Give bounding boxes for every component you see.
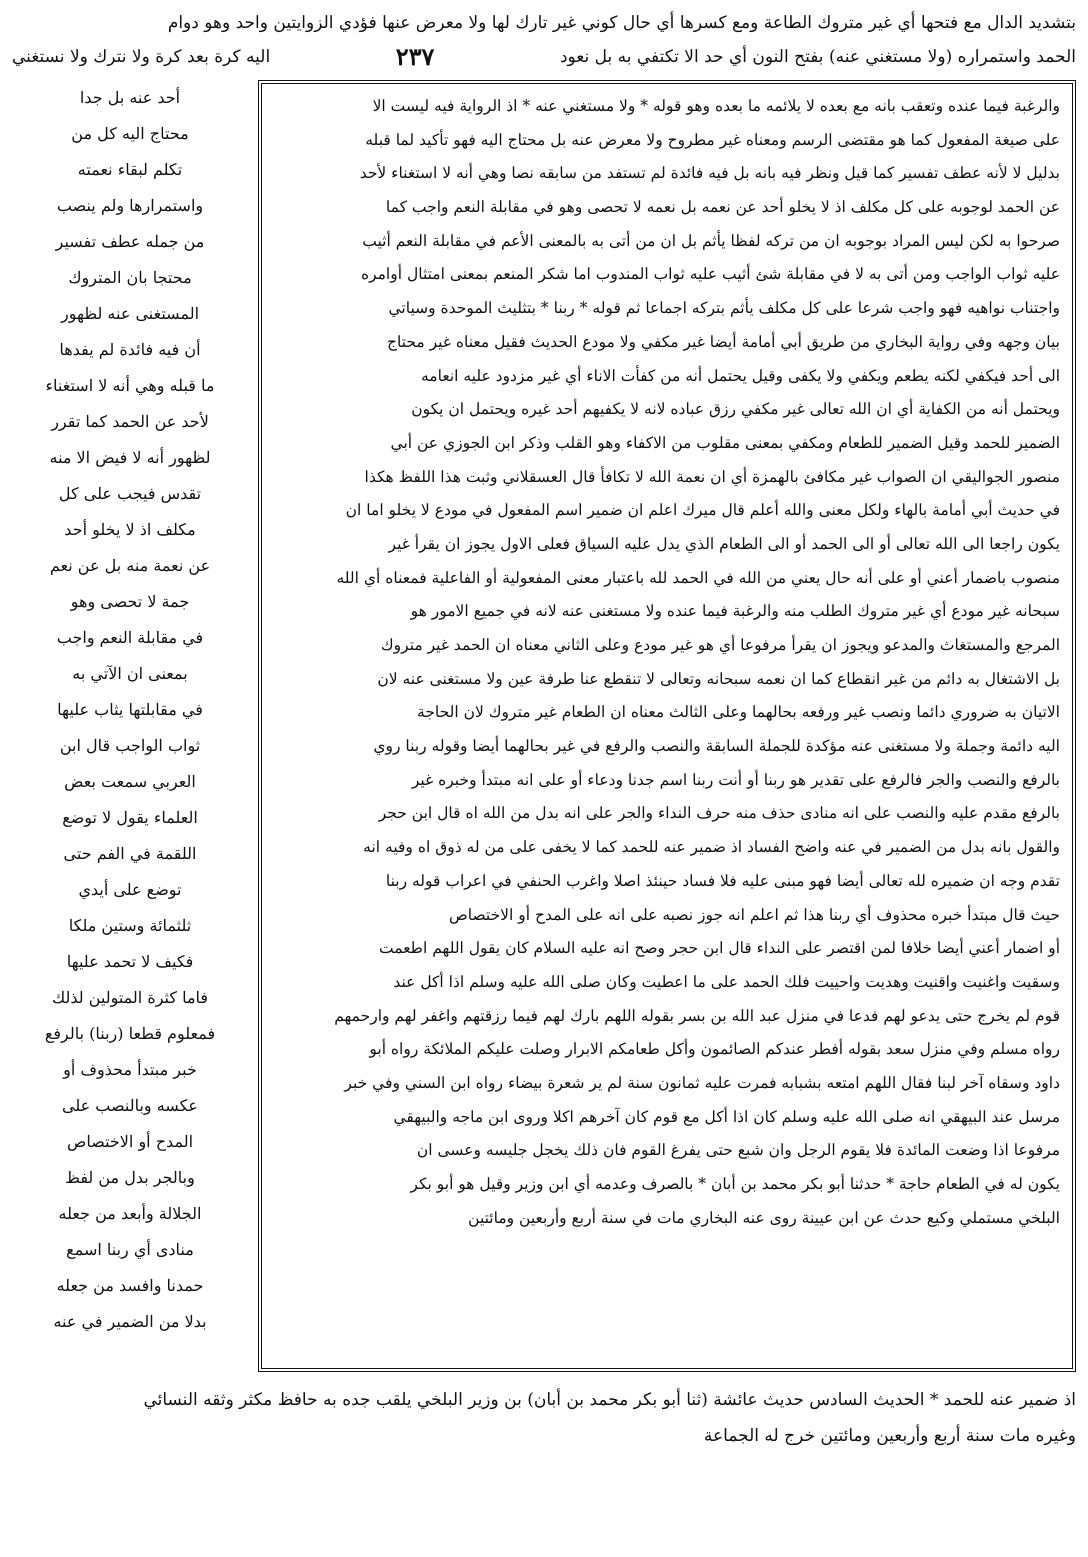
header-line-2-text: الحمد واستمراره (ولا مستغني عنه) بفتح النون أي حد الا تكتفي به بل نعود (559, 47, 1076, 67)
margin-text-line: بدلا من الضمير في عنه (53, 1312, 207, 1331)
main-text-line: والرغبة فيما عنده وتعقب بانه مع بعده لا يلائمه ما بعده وهو قوله * ولا مستغني عنه * اذ الرواية فيه ليست الا (372, 97, 1060, 115)
header-line-1: بتشديد الدال مع فتحها أي غير متروك الطاعة ومع كسرها أي حال كوني غير تارك لها ولا معرض عنها فؤدي الزوايتين واحد وهو دوام (167, 13, 1076, 33)
main-text-line: تقدم وجه ان ضميره لله تعالى أيضا فهو مبنى عليه فلا فساد حينئذ اصلا واغرب الحنفي في اعراب قوله ربنا (385, 871, 1060, 890)
main-text-line: اليه دائمة وجملة ولا مستغنى عنه مؤكدة للجملة السابقة والنصب والرفع في غير بحالهما أيضا وقوله ربنا روي (373, 737, 1060, 756)
margin-text-line: المدح أو الاختصاص (66, 1132, 194, 1151)
margin-text-line: محتجا بان المتروك (68, 268, 192, 287)
main-text-line: مرفوعا اذا وضعت المائدة فلا يقوم الرجل وان شبع حتى يفرغ القوم فان ذلك يخجل جليسه وعسى ان (416, 1141, 1060, 1160)
margin-text-line: بمعنى ان الآتي به (72, 664, 188, 683)
margin-text-line: ما قبله وهي أنه لا استغناء (45, 376, 215, 395)
main-text-line: ويحتمل أنه من الكفاية أي ان الله تعالى غير مكفي رزق عباده لانه لا يكفيهم أحد غيره ويحتمل ان يكون (411, 400, 1060, 419)
margin-commentary (10, 80, 250, 1380)
margin-text-line: من جمله عطف تفسير (55, 232, 205, 251)
margin-text-line: لظهور أنه لا فيض الا منه (49, 448, 211, 467)
main-text-line: يكون راجعا الى الله تعالى أو الى الحمد أو الى الطعام الذي يدل عليه السياق فعلى الاول يجوز ان يقرأ غير (388, 534, 1060, 553)
margin-text-line: توضع على أيدي (78, 880, 182, 899)
margin-text-line: منادى أي ربنا اسمع (66, 1240, 194, 1259)
footer-line-2: وغيره مات سنة أربع وأربعين ومائتين خرج له الجماعة (703, 1426, 1076, 1446)
margin-text-line: اللقمة في الفم حتى (63, 844, 197, 863)
main-text-frame (258, 80, 1076, 1372)
main-text-line: عليه ثواب الواجب ومن أتى به لا في مقابلة شئ أثيب عليه ثواب المندوب اما شكر المنعم بمعنى امتثال أوامره (360, 265, 1060, 284)
main-text-line: رواه مسلم وفي منزل سعد بقوله أفطر عندكم الصائمون وأكل طعامكم الابرار وصلت عليكم الملائكة رواه أبو (369, 1040, 1060, 1059)
margin-text-line: في مقابلة النعم واجب (56, 628, 204, 647)
main-text-line: بل الاشتغال به دائم من غير انقطاع كما ان نعمه سبحانه وتعالى لا تنقطع عنا طرفة عين ولا مستغنى عنه لان (377, 669, 1060, 688)
main-text-line: على صيغة المفعول كما هو مقتضى الرسم ومعناه غير مطروح ولا معرض عنه بل محتاج اليه فهو تأكيد لما قبله (365, 130, 1060, 149)
main-text-line: منصور الجواليقي ان الصواب غير مكافئ بالهمزة أي ان نعمة الله لا تكافأ قال العسقلاني وثبت هذا اللفظ هكذا (364, 467, 1060, 486)
header-line-2-end: اليه كرة بعد كرة ولا نترك ولا نستغني (12, 47, 271, 67)
margin-text-line: عكسه وبالنصب على (62, 1096, 198, 1115)
margin-text-line: وبالجر بدل من لفظ (65, 1168, 195, 1187)
margin-text-line: جمة لا تحصى وهو (70, 592, 190, 611)
main-text-line: سبحانه غير مودع أي غير متروك الطلب منه والرغبة فيما عنده ولا مستغنى عنه لانه في جميع الامور هو (410, 602, 1060, 621)
main-text-line: أو اضمار أعني أيضا خلافا لمن اقتصر على النداء قال ابن حجر وصح انه عليه السلام كان يقول اللهم اطعمت (379, 939, 1060, 958)
main-text-body (274, 90, 1060, 1235)
margin-text-line: عن نعمة منه بل عن نعم (49, 556, 211, 575)
margin-text-line: حمدنا وافسد من جعله (56, 1276, 204, 1295)
main-text-line: واجتناب نواهيه فهو واجب شرعا على كل مكلف يأثم بتركه اجماعا ثم قوله * ربنا * بتثليث الموحدة وسياتي (388, 299, 1060, 318)
margin-text-line: العلماء يقول لا توضع (62, 808, 198, 827)
margin-text-line: واستمرارها ولم ينصب (56, 196, 204, 215)
main-text-line: يكون له في الطعام حاجة * حدثنا أبو بكر محمد بن أبان * بالصرف وعدمه أي ابن وزير وقيل هو أبو بكر (410, 1175, 1060, 1193)
main-text-line: منصوب باضمار أعني أو على أنه حال يعني من الله في الحمد لله باعتبار معنى المفعولية أو الفاعلية فمعناه أي الله (336, 568, 1060, 587)
margin-text-line: الجلالة وأبعد من جعله (58, 1204, 202, 1223)
margin-text-line: في مقابلتها يثاب عليها (57, 700, 203, 719)
margin-text-line: أحد عنه بل جدا (79, 88, 181, 107)
main-text-line: الى أحد فيكفي لكنه يطعم ويكفي ولا يكفى وقيل يحتمل أنه من كفأت الاناء أي غير مزدود عليه انعامه (421, 366, 1060, 385)
margin-text-line: ثواب الواجب قال ابن (59, 736, 201, 755)
main-text-line: بالرفع والنصب والجر فالرفع على تقدير هو ربنا أو أنت ربنا اسم جدنا ودعاء أو على انه مبتدأ وخبره غير (411, 770, 1060, 789)
footer-line-1: اذ ضمير عنه للحمد * الحديث السادس حديث عائشة (ثنا أبو بكر محمد بن أبان) بن وزير البلخي يلقب جده به حافظ مكثر وثقه النسائي (143, 1390, 1076, 1410)
margin-text-line: خبر مبتدأ محذوف أو (63, 1060, 197, 1079)
main-text-line: قوم لم يخرج حتى يدعو لهم فدعا في منزل عبد الله بن بسر بقوله اللهم بارك لهم فيما رزقتهم واغفر لهم وارحمهم (334, 1006, 1060, 1025)
main-text-line: داود وسقاه آخر لبنا فقال اللهم امتعه بشبابه فمرت عليه ثمانون سنة لم ير شعرة بيضاء رواه ابن السني وفي خبر (344, 1073, 1060, 1092)
header-line-2 (12, 40, 1076, 74)
margin-text-line: لأحد عن الحمد كما تقرر (51, 412, 209, 431)
margin-text-line: ثلثمائة وستين ملكا (68, 916, 192, 935)
main-text-line: بيان وجهه وفي رواية البخاري من طريق أبي أمامة أيضا غير مكفي ولا مودع الحديث فقيل معناه غير محتاج (386, 332, 1060, 351)
main-text-line: مرسل عند البيهقي انه صلى الله عليه وسلم كان اذا أكل مع قوم كان آخرهم اكلا وروى ابن ماجه والبيهقي (393, 1107, 1060, 1126)
main-text-line: في حديث أبي أمامة بالهاء ولكل معنى والله أعلم قال ميرك اعلم ان ضمير اسم المفعول في مودع لا يخلو اما ان (345, 501, 1060, 520)
margin-text-line: العربي سمعت بعض (64, 772, 196, 791)
main-text-line: الضمير للحمد وقيل الضمير للطعام ومكفي بمعنى مقلوب من الاكفاء وهو القلب وذكر ابن الجوزي عن أبي (390, 433, 1060, 452)
margin-text-line: محتاج اليه كل من (71, 124, 189, 143)
page-footer (12, 1382, 1076, 1462)
page-header (12, 6, 1076, 84)
main-text-line: الاتيان به ضروري دائما ونصب غير ورفعه بحالهما وعلى الثالث معناه ان الطعام غير متروك لان الحاجة (417, 703, 1060, 722)
margin-text-line: تكلم لبقاء نعمته (77, 160, 183, 179)
margin-text-line: فاما كثرة المتولين لذلك (51, 988, 209, 1007)
main-text-line: بالرفع مقدم عليه والنصب على انه منادى حذف منه حرف النداء والجر على انه بدل من الله اه قال ابن حجر (378, 804, 1060, 823)
main-text-line: البلخي مستملي وكيع حدث عن ابن عيينة روى عنه البخاري مات في سنة أربع وأربعين ومائتين (468, 1208, 1060, 1227)
margin-text-line: مكلف اذ لا يخلو أحد (64, 520, 196, 539)
page-number: ٢٣٧ (395, 42, 435, 71)
main-text-line: وسقيت واغنيت واقنيت وهديت واحييت فلك الحمد على ما اعطيت وكان صلى الله عليه وسلم اذا أكل عند (393, 972, 1060, 991)
main-text-line: المرجع والمستغاث والمدعو ويجوز ان يقرأ مرفوعا أي هو غير مودع وعلى الثاني معناه ان الحمد غير متروك (380, 636, 1060, 654)
margin-text-line: تقدس فيجب على كل (58, 484, 202, 503)
main-text-line: صرحوا به لكن ليس المراد بوجوبه ان من تركه لفظا يأثم بل ان من أتى به بالمعنى الأعم في مقابلة النعم أثيب (362, 231, 1060, 250)
margin-text-line: فكيف لا تحمد عليها (66, 952, 194, 971)
margin-text-line: أن فيه فائدة لم يفدها (59, 340, 201, 359)
main-text-line: عن الحمد لوجوبه على كل مكلف اذ لا يخلو أحد عن نعمه بل نعمه لا تحصى وهو في مقابلة النعم واجب كما (385, 198, 1060, 217)
main-text-line: بدليل لا لأنه عطف تفسير كما قيل ونظر فيه بانه بل فيه فائدة لم تستفد من سابقه نصا وهي أنه لا استغناء لأحد (359, 164, 1060, 183)
main-text-line: حيث قال مبتدأ خبره محذوف أي ربنا هذا ثم اعلم انه جوز نصبه على انه على المدح أو الاختصاص (449, 905, 1060, 924)
margin-text-line: فمعلوم قطعا (ربنا) بالرفع (44, 1024, 216, 1043)
margin-text-line: المستغنى عنه لظهور (60, 304, 200, 323)
main-text-line: والقول بانه بدل من الضمير في عنه واضح الفساد اذ ضمير عنه للحمد كما لا يخفى على من له ذوق اه وفيه انه (363, 838, 1060, 857)
